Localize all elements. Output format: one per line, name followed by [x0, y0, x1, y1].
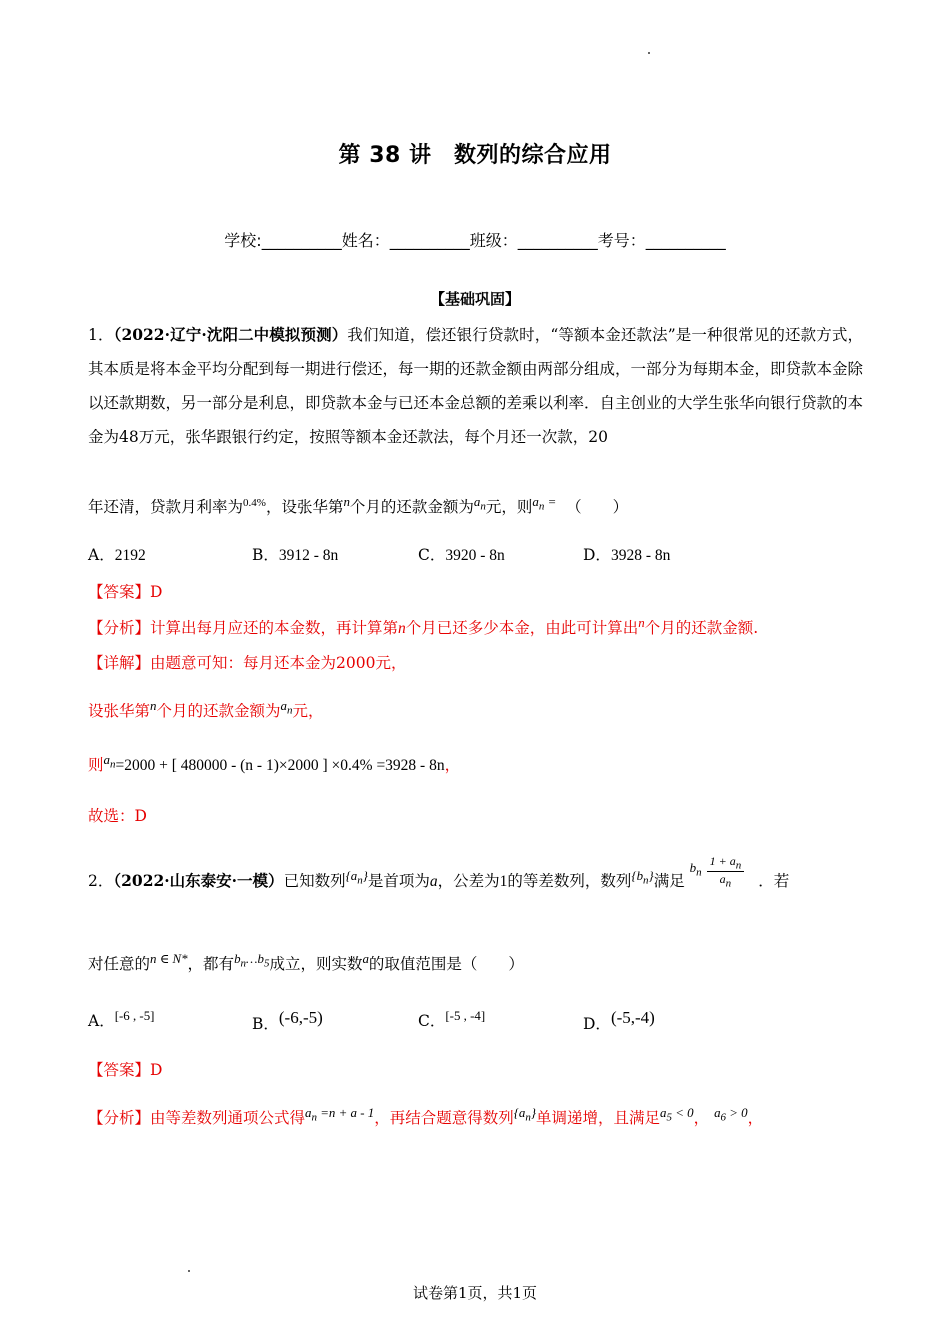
q1-line2-text-d: 元，则 — [485, 498, 533, 517]
q2-analysis-label: 【分析】 — [88, 1109, 151, 1128]
q2-text-2: 是首项为 — [367, 871, 430, 890]
q2-a-2: a — [362, 951, 369, 966]
q1-an-eq: = — [547, 494, 557, 509]
q1-analysis-n: n — [398, 620, 406, 638]
q2-text-5: 满足 — [653, 871, 685, 890]
q2-frac-den: a — [719, 872, 726, 887]
q2-analysis — [88, 1105, 763, 1128]
q1-an-2-sub: n — [538, 500, 545, 513]
q2-an-seq-close: } — [530, 1105, 537, 1120]
q2-option-b-value: (-6,-5) — [278, 1008, 323, 1027]
q2-an: a — [305, 1105, 312, 1120]
q2-option-d[interactable] — [583, 1008, 655, 1034]
q1-option-c[interactable] — [418, 543, 505, 565]
q1-d3-formula: =2000 + [ 480000 - (n - 1)×2000 ] ×0.4% =3928 - 8n — [115, 757, 445, 775]
q1-option-d[interactable] — [583, 543, 670, 565]
q2-option-a-label: A． — [88, 1012, 115, 1031]
q2-l2-text-c: 成立，则实数 — [269, 955, 363, 974]
q1-d2-an-sub: n — [286, 704, 293, 717]
section-heading: 【基础巩固】 — [429, 290, 520, 308]
q1-n: n — [343, 494, 350, 509]
q1-rate: 0.4% — [243, 497, 266, 509]
q1-d2-text-a: 设张华第 — [88, 702, 151, 721]
q1-answer-value: D — [150, 583, 163, 601]
q1-paren: （ ） — [566, 498, 629, 517]
q1-option-c-value: 3920 - 8n — [445, 547, 505, 564]
q2-one: 1 — [499, 872, 508, 890]
q2-option-b[interactable] — [252, 1008, 323, 1034]
decor-dot — [188, 1270, 190, 1272]
q1-number: 1． — [88, 326, 114, 344]
q2-option-d-value: (-5,-4) — [610, 1008, 655, 1027]
q1-analysis-text-b: 个月已还多少本金，由此可计算出 — [405, 619, 639, 638]
q2-option-c[interactable] — [418, 1008, 485, 1031]
q1-detail-formula — [88, 752, 460, 775]
q2-gt0: > 0 — [729, 1105, 748, 1120]
q1-detail-label: 【详解】 — [88, 654, 151, 672]
q2-a6: a — [714, 1105, 721, 1120]
q2-option-b-label: B． — [252, 1015, 279, 1034]
q2-answer — [88, 1058, 162, 1080]
q1-d3-an-sub: n — [109, 758, 116, 771]
q1-line2-text-c: 个月的还款金额为 — [349, 498, 474, 517]
q1-d2-text-b: 个月的还款金额为 — [156, 702, 281, 721]
q1-line2 — [88, 494, 628, 517]
q2-line2 — [88, 951, 524, 974]
q2-option-a-value: [-6 , -5] — [114, 1008, 155, 1023]
q2-answer-value: D — [150, 1061, 163, 1079]
q2-seq-a-sub: n — [357, 874, 363, 887]
q2-frac-num-sub: n — [735, 859, 742, 872]
q1-body: 我们知道，偿还银行贷款时，“等额本金还款法”是一种很常见的还款方式，其本质是将本金平均分配到每一期进行偿还，每一期的还款金额由两部分组成，一部分为每期本金，即贷款本金除以还款期数，另一部分是利息，即贷款本金与已还本金总额的差乘以利率．自主创业的大学生张华向银行贷款的本金为48万元，张华跟银行约定，按照等额本金还款法，每个月还一次款，20 — [88, 326, 864, 446]
q2-bn: b — [689, 859, 697, 875]
q2-text-6: ．若 — [758, 871, 790, 890]
q2-source: （2022·山东泰安·一模） — [113, 870, 284, 890]
q2-condition: n ∈ N* — [150, 951, 188, 966]
q1-detail-text: 由题意可知：每月还本金为2000元， — [150, 654, 407, 672]
q2-option-c-value: [-5 , -4] — [445, 1008, 486, 1023]
q2-l2-text-b: ，都有 — [187, 955, 235, 974]
q2-a5-sub: 5 — [666, 1111, 672, 1124]
q1-d2-n: n — [150, 698, 157, 713]
q2-seq-b: {b — [631, 867, 644, 883]
q2-answer-label: 【答案】 — [88, 1061, 151, 1079]
q2-an-seq: {a — [513, 1105, 526, 1120]
q1-choose: 故选：D — [88, 807, 147, 825]
q2-number: 2． — [88, 871, 114, 890]
q1-answer-label: 【答案】 — [88, 583, 151, 601]
q2-frac-den-sub: n — [725, 877, 732, 890]
q2-seq-a: {a — [345, 867, 358, 883]
q2-frac-num: 1 + a — [709, 854, 736, 868]
q2-option-a[interactable] — [88, 1008, 154, 1031]
q1-an-sub: n — [480, 500, 486, 513]
q1-analysis-text-a: 计算出每月应还的本金数，再计算第 — [150, 619, 399, 638]
q2-seq-a-close: } — [362, 867, 368, 883]
q1-an-2: a — [532, 494, 539, 509]
q2-comma: ， — [693, 1109, 710, 1128]
q1-option-b-label: B． — [252, 546, 279, 564]
q1-option-d-value: 3928 - 8n — [610, 547, 671, 564]
q1-analysis-label: 【分析】 — [88, 619, 151, 638]
q1-source: （2022·辽宁·沈阳二中模拟预测） — [113, 325, 348, 344]
q2-option-d-label: D． — [583, 1015, 611, 1034]
q1-detail-line2 — [88, 698, 323, 721]
q1-analysis-n-2: n — [638, 615, 645, 630]
q2-text-4: 的等差数列，数列 — [507, 871, 632, 890]
q2-ineq-b: b — [234, 951, 241, 966]
q2-line1 — [88, 854, 790, 900]
q2-ineq-sub-n: n — [240, 957, 247, 970]
q1-analysis-text-c: 个月的还款金额. — [644, 619, 759, 638]
q1-an: a — [473, 494, 481, 509]
q2-text-1: 已知数列 — [283, 871, 346, 890]
q2-a6-sub: 6 — [720, 1111, 727, 1124]
q2-ineq-dots: …b — [246, 951, 264, 966]
q2-analysis-text-a: 由等差数列通项公式得 — [150, 1109, 306, 1128]
q1-detail — [88, 651, 406, 673]
decor-dot — [648, 52, 650, 54]
q2-end: ， — [747, 1109, 764, 1128]
page-title: 第 38 讲 数列的综合应用 — [338, 143, 612, 168]
q2-l2-text-d: 的取值范围是（ ） — [368, 955, 524, 974]
q1-option-c-label: C． — [418, 546, 446, 564]
q2-a: a — [429, 872, 438, 890]
q1-d3-end: ， — [444, 756, 461, 775]
q2-an-seq-sub: n — [525, 1111, 531, 1124]
q1-text — [88, 318, 863, 454]
q2-lt0: < 0 — [675, 1105, 694, 1120]
q1-option-a[interactable] — [88, 543, 146, 565]
q1-d2-text-c: 元， — [292, 702, 324, 721]
q1-option-b-value: 3912 - 8n — [278, 547, 339, 564]
q1-option-a-label: A． — [88, 546, 115, 564]
q2-a5: a — [660, 1105, 667, 1120]
q1-line2-text-b: ，设张华第 — [265, 498, 344, 517]
q2-an-sub: n — [311, 1111, 317, 1124]
q1-line2-text-a: 年还清，贷款月利率为 — [88, 498, 244, 517]
q2-option-c-label: C． — [418, 1012, 446, 1031]
q2-seq-b-close: } — [648, 867, 654, 883]
q2-seq-b-sub: n — [643, 874, 649, 887]
q2-analysis-text-c: 单调递增，且满足 — [536, 1109, 661, 1128]
q1-option-a-value: 2192 — [114, 547, 146, 564]
q2-l2-text-a: 对任意的 — [88, 955, 151, 974]
q2-analysis-text-b: ，再结合题意得数列 — [374, 1109, 514, 1128]
q1-d3-an: a — [103, 752, 110, 767]
q2-an-formula: =n + a - 1 — [320, 1105, 375, 1120]
q2-text-3: ，公差为 — [437, 871, 500, 890]
q1-d3-prefix: 则 — [88, 756, 104, 775]
q1-answer — [88, 580, 162, 602]
q2-bn-sub: n — [696, 866, 702, 879]
student-info-line: 学校:__________姓名：__________班级：__________考号：__________ — [224, 231, 726, 250]
q1-analysis — [88, 615, 758, 638]
q1-option-b[interactable] — [252, 543, 338, 565]
q2-fraction — [707, 854, 745, 890]
q1-option-d-label: D． — [583, 546, 611, 564]
page-footer: 试卷第1页，共1页 — [412, 1284, 538, 1302]
q2-ineq-sub-5: 5 — [263, 957, 270, 970]
q1-d2-an: a — [280, 698, 287, 713]
